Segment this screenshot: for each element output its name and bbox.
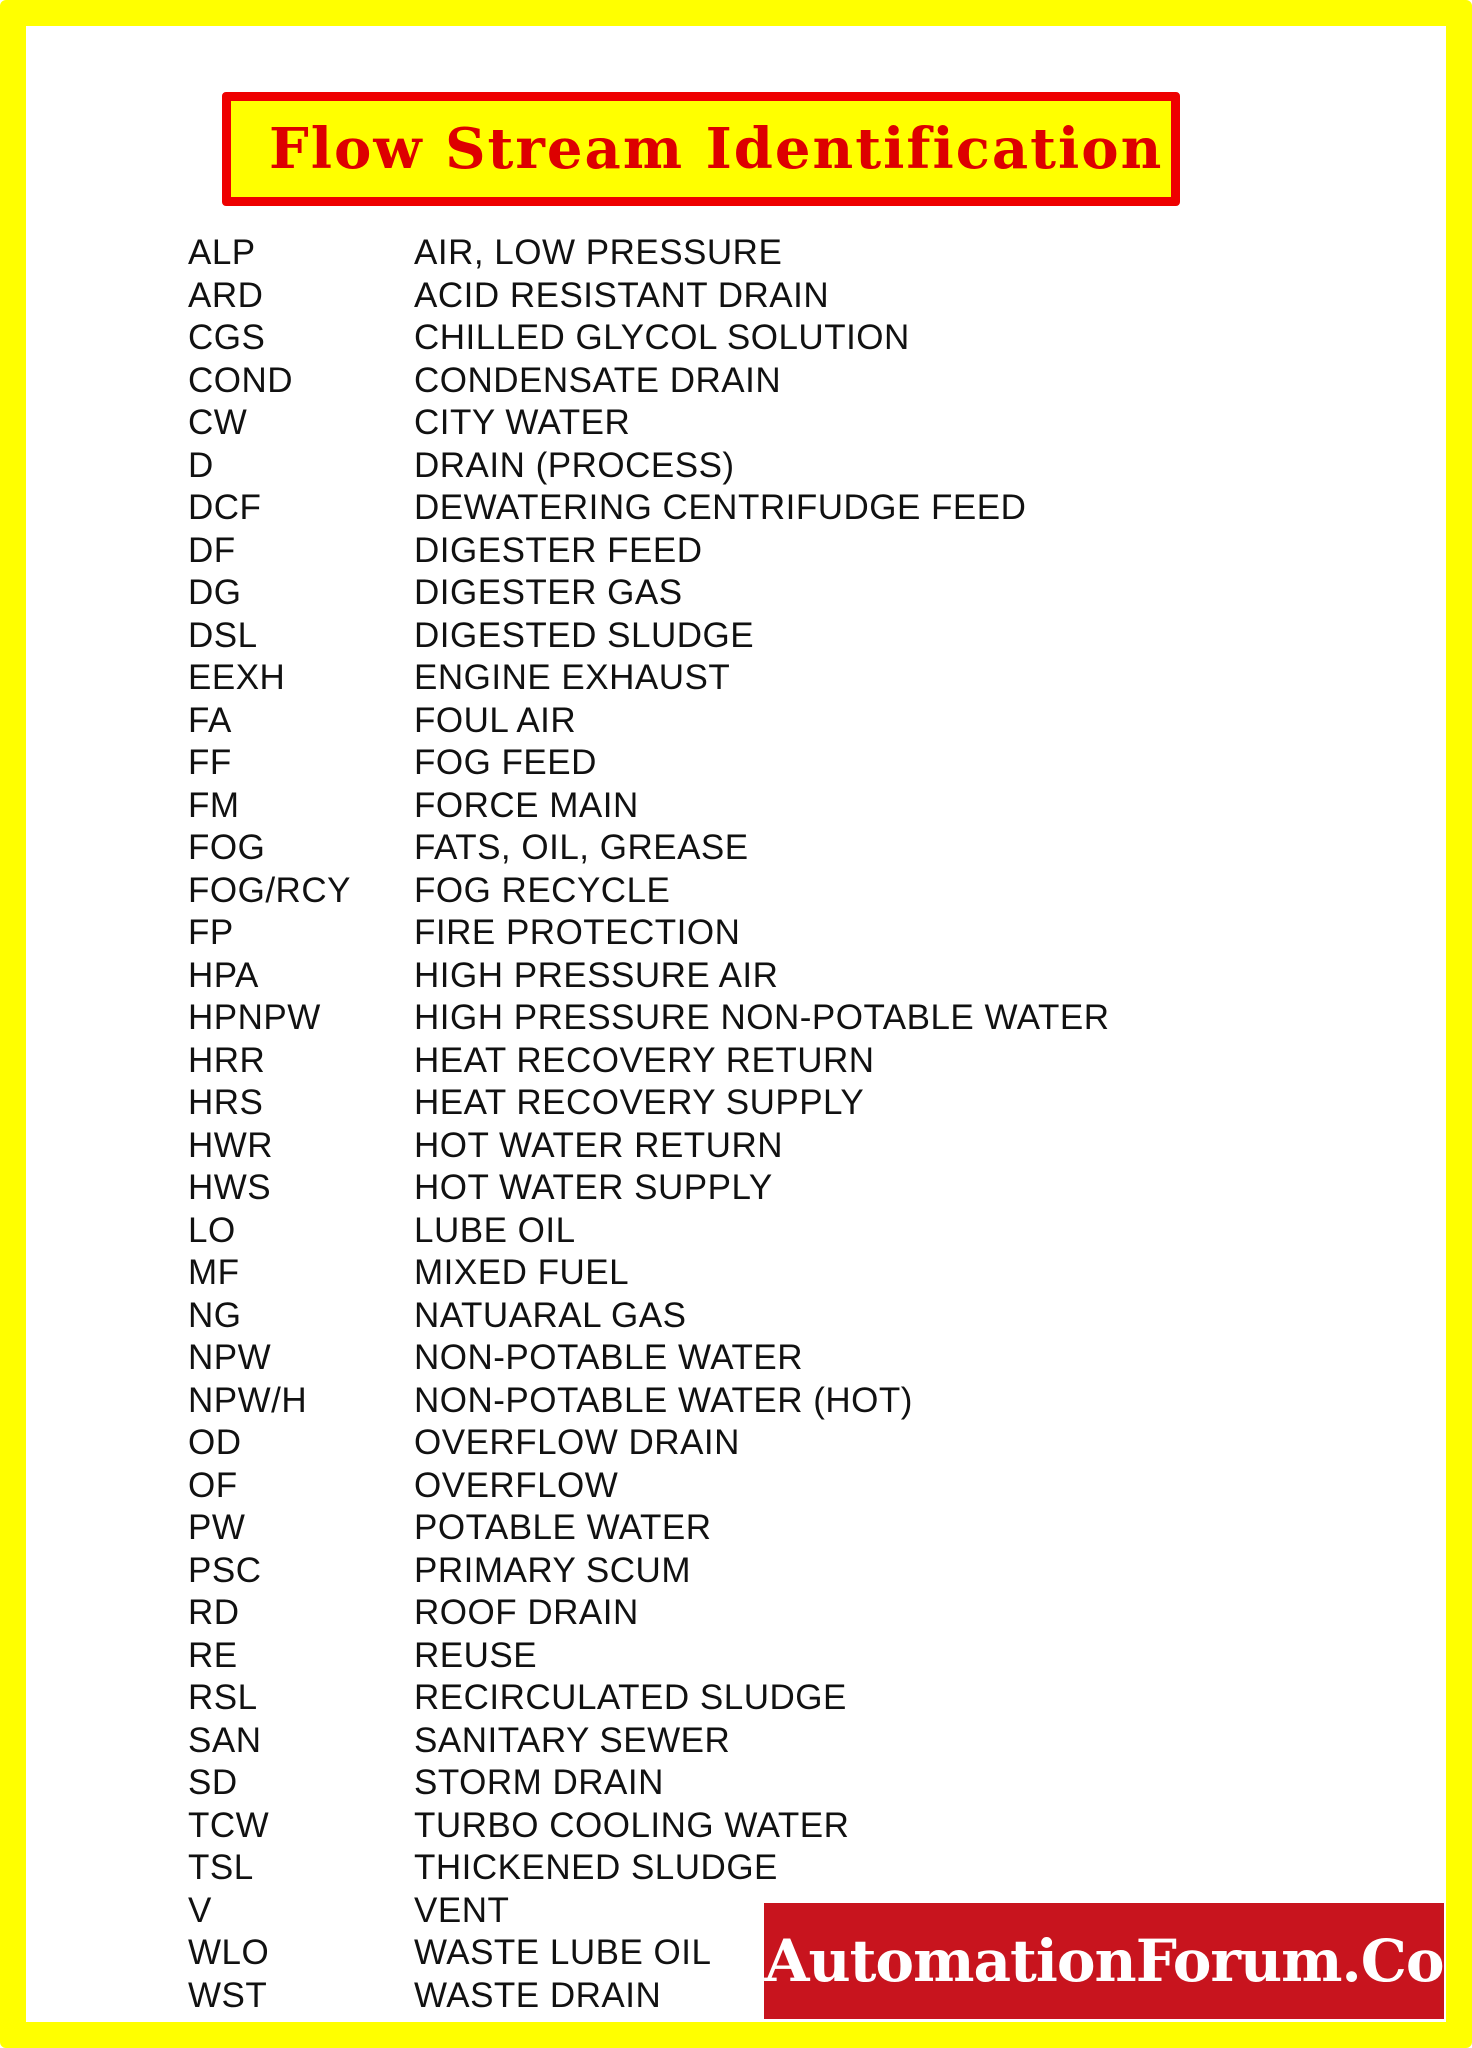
- abbreviation-description: WASTE DRAIN: [414, 1975, 662, 2015]
- list-item: [188, 1592, 1288, 1635]
- abbreviation-code: RE: [188, 1635, 238, 1675]
- abbreviation-description: LUBE OIL: [414, 1210, 576, 1250]
- abbreviation-code: SD: [188, 1763, 238, 1803]
- list-item: [188, 1295, 1288, 1338]
- list-item: [188, 1550, 1288, 1593]
- abbreviation-description: OVERFLOW: [414, 1465, 619, 1505]
- abbreviation-code: OD: [188, 1423, 242, 1463]
- abbreviation-code: V: [188, 1890, 212, 1930]
- abbreviation-description: NON-POTABLE WATER (HOT): [414, 1380, 913, 1420]
- abbreviation-description: NON-POTABLE WATER: [414, 1338, 803, 1378]
- abbreviation-code: NPW/H: [188, 1380, 308, 1420]
- list-item: [188, 1677, 1288, 1720]
- list-item: [188, 530, 1288, 573]
- abbreviation-list: [188, 232, 1288, 2017]
- abbreviation-code: DSL: [188, 615, 258, 655]
- list-item: [188, 1125, 1288, 1168]
- abbreviation-description: CITY WATER: [414, 403, 631, 443]
- title-banner: [222, 92, 1180, 206]
- list-item: [188, 402, 1288, 445]
- list-item: [188, 1465, 1288, 1508]
- abbreviation-description: STORM DRAIN: [414, 1763, 664, 1803]
- list-item: [188, 1422, 1288, 1465]
- list-item: [188, 487, 1288, 530]
- list-item: [188, 1082, 1288, 1125]
- abbreviation-code: TSL: [188, 1848, 254, 1888]
- list-item: [188, 1805, 1288, 1848]
- abbreviation-description: HOT WATER RETURN: [414, 1125, 784, 1165]
- abbreviation-description: FOG RECYCLE: [414, 870, 671, 910]
- abbreviation-description: WASTE LUBE OIL: [414, 1933, 712, 1973]
- abbreviation-description: FOUL AIR: [414, 700, 577, 740]
- abbreviation-description: HEAT RECOVERY RETURN: [414, 1040, 875, 1080]
- list-item: [188, 955, 1288, 998]
- abbreviation-code: HRR: [188, 1040, 266, 1080]
- abbreviation-description: PRIMARY SCUM: [414, 1550, 691, 1590]
- abbreviation-code: FOG: [188, 828, 266, 868]
- abbreviation-description: SANITARY SEWER: [414, 1720, 731, 1760]
- abbreviation-description: DIGESTED SLUDGE: [414, 615, 755, 655]
- list-item: [188, 1762, 1288, 1805]
- abbreviation-code: FA: [188, 700, 232, 740]
- abbreviation-code: HWR: [188, 1125, 274, 1165]
- abbreviation-description: DIGESTER GAS: [414, 573, 683, 613]
- list-item: [188, 1847, 1288, 1890]
- abbreviation-code: HRS: [188, 1083, 264, 1123]
- abbreviation-code: RSL: [188, 1678, 258, 1718]
- abbreviation-description: DEWATERING CENTRIFUDGE FEED: [414, 488, 1027, 528]
- abbreviation-description: HIGH PRESSURE AIR: [414, 955, 779, 995]
- abbreviation-description: FATS, OIL, GREASE: [414, 828, 749, 868]
- list-item: [188, 1210, 1288, 1253]
- abbreviation-description: DIGESTER FEED: [414, 530, 703, 570]
- abbreviation-code: LO: [188, 1210, 236, 1250]
- abbreviation-description: AIR, LOW PRESSURE: [414, 233, 783, 273]
- abbreviation-code: WLO: [188, 1933, 270, 1973]
- abbreviation-description: RECIRCULATED SLUDGE: [414, 1678, 847, 1718]
- abbreviation-code: ARD: [188, 275, 264, 315]
- list-item: [188, 275, 1288, 318]
- abbreviation-code: FM: [188, 785, 240, 825]
- list-item: [188, 785, 1288, 828]
- list-item: [188, 1720, 1288, 1763]
- list-item: [188, 1635, 1288, 1678]
- abbreviation-code: PW: [188, 1508, 246, 1548]
- list-item: [188, 1252, 1288, 1295]
- abbreviation-code: WST: [188, 1975, 268, 2015]
- abbreviation-description: MIXED FUEL: [414, 1253, 630, 1293]
- abbreviation-code: DF: [188, 530, 236, 570]
- abbreviation-description: THICKENED SLUDGE: [414, 1848, 778, 1888]
- list-item: [188, 997, 1288, 1040]
- list-item: [188, 827, 1288, 870]
- page-title: Flow Stream Identification: [269, 116, 1164, 182]
- abbreviation-code: COND: [188, 360, 294, 400]
- abbreviation-code: NPW: [188, 1338, 272, 1378]
- abbreviation-description: FIRE PROTECTION: [414, 913, 741, 953]
- list-item: [188, 1167, 1288, 1210]
- abbreviation-code: EEXH: [188, 658, 286, 698]
- abbreviation-description: CHILLED GLYCOL SOLUTION: [414, 318, 910, 358]
- list-item: [188, 1337, 1288, 1380]
- abbreviation-description: HEAT RECOVERY SUPPLY: [414, 1083, 865, 1123]
- abbreviation-code: DCF: [188, 488, 262, 528]
- abbreviation-code: ALP: [188, 233, 256, 273]
- list-item: [188, 317, 1288, 360]
- abbreviation-code: CGS: [188, 318, 266, 358]
- abbreviation-code: RD: [188, 1593, 240, 1633]
- abbreviation-description: ACID RESISTANT DRAIN: [414, 275, 830, 315]
- abbreviation-description: DRAIN (PROCESS): [414, 445, 735, 485]
- list-item: [188, 1507, 1288, 1550]
- abbreviation-code: FOG/RCY: [188, 870, 351, 910]
- abbreviation-code: FF: [188, 743, 232, 783]
- abbreviation-description: REUSE: [414, 1635, 538, 1675]
- abbreviation-code: SAN: [188, 1720, 262, 1760]
- list-item: [188, 742, 1288, 785]
- abbreviation-code: TCW: [188, 1805, 270, 1845]
- list-item: [188, 572, 1288, 615]
- brand-name: AutomationForum.Co: [764, 1927, 1444, 1995]
- list-item: [188, 1040, 1288, 1083]
- list-item: [188, 870, 1288, 913]
- abbreviation-code: HPNPW: [188, 998, 321, 1038]
- abbreviation-description: HOT WATER SUPPLY: [414, 1168, 773, 1208]
- list-item: [188, 657, 1288, 700]
- list-item: [188, 912, 1288, 955]
- abbreviation-description: FOG FEED: [414, 743, 597, 783]
- list-item: [188, 615, 1288, 658]
- abbreviation-description: ENGINE EXHAUST: [414, 658, 731, 698]
- list-item: [188, 360, 1288, 403]
- abbreviation-description: TURBO COOLING WATER: [414, 1805, 850, 1845]
- abbreviation-description: OVERFLOW DRAIN: [414, 1423, 740, 1463]
- abbreviation-code: MF: [188, 1253, 240, 1293]
- abbreviation-code: DG: [188, 573, 242, 613]
- abbreviation-description: ROOF DRAIN: [414, 1593, 639, 1633]
- abbreviation-code: HWS: [188, 1168, 272, 1208]
- abbreviation-description: VENT: [414, 1890, 510, 1930]
- abbreviation-code: CW: [188, 403, 248, 443]
- abbreviation-description: POTABLE WATER: [414, 1508, 712, 1548]
- list-item: [188, 445, 1288, 488]
- abbreviation-description: FORCE MAIN: [414, 785, 639, 825]
- abbreviation-code: NG: [188, 1295, 242, 1335]
- abbreviation-code: OF: [188, 1465, 238, 1505]
- abbreviation-code: FP: [188, 913, 234, 953]
- abbreviation-code: PSC: [188, 1550, 262, 1590]
- abbreviation-code: HPA: [188, 955, 259, 995]
- list-item: [188, 232, 1288, 275]
- brand-banner: [764, 1903, 1444, 2019]
- abbreviation-description: NATUARAL GAS: [414, 1295, 687, 1335]
- abbreviation-code: D: [188, 445, 214, 485]
- list-item: [188, 700, 1288, 743]
- list-item: [188, 1380, 1288, 1423]
- abbreviation-description: HIGH PRESSURE NON-POTABLE WATER: [414, 998, 1110, 1038]
- abbreviation-description: CONDENSATE DRAIN: [414, 360, 782, 400]
